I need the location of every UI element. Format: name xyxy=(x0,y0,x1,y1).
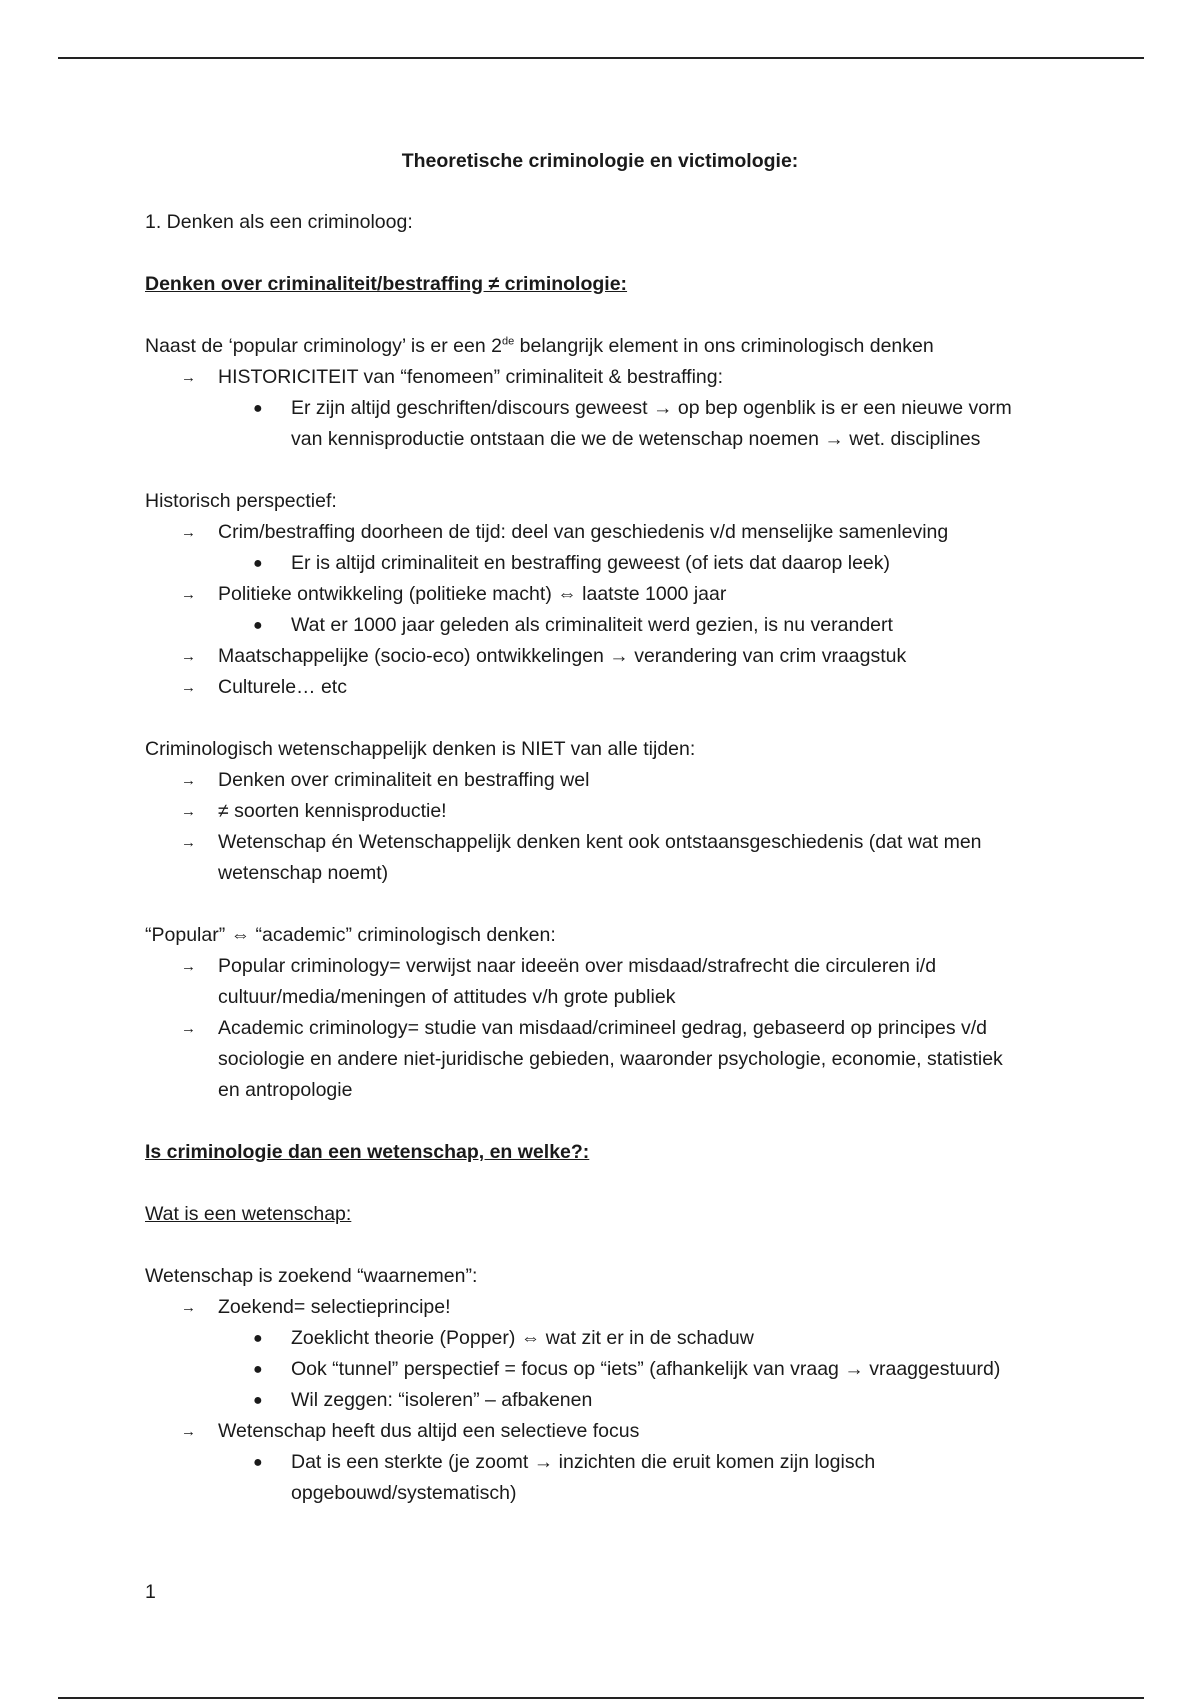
arrow-icon: → xyxy=(181,772,196,789)
document-title: Theoretische criminologie en victimologie: xyxy=(401,150,799,172)
bullet-icon: ● xyxy=(253,1361,263,1378)
footer-rule xyxy=(58,1697,1144,1699)
arrow-item-continuation: sociologie en andere niet-juridische gebieden, waaronder psychologie, economie, statistiek xyxy=(218,1048,1003,1070)
paragraph-label: Criminologisch wetenschappelijk denken is NIET van alle tijden: xyxy=(145,738,696,760)
bullet-icon: ● xyxy=(253,400,263,417)
subsection-heading: Is criminologie dan een wetenschap, en welke?: xyxy=(145,1141,590,1163)
paragraph-label: “Popular” ⇔ “academic” criminologisch denken: xyxy=(145,924,556,946)
bullet-item-continuation: van kennisproductie ontstaan die we de wetenschap noemen → wet. disciplines xyxy=(291,428,981,450)
arrow-icon: → xyxy=(181,834,196,851)
arrow-item: → Politieke ontwikkeling (politieke macht) ⇔ laatste 1000 jaar xyxy=(145,579,1055,610)
arrow-item: → ≠ soorten kennisproductie! xyxy=(145,796,1055,827)
bullet-item: ● Ook “tunnel” perspectief = focus op “iets” (afhankelijk van vraag → vraaggestuurd) xyxy=(145,1354,1055,1385)
arrow-icon: → xyxy=(181,679,196,696)
arrow-icon: → xyxy=(181,958,196,975)
document-body xyxy=(145,138,1055,1509)
arrow-item: → Maatschappelijke (socio-eco) ontwikkelingen → verandering van crim vraagstuk xyxy=(145,641,1055,672)
arrow-item: → Academic criminology= studie van misdaad/crimineel gedrag, gebaseerd op principes v/d xyxy=(145,1013,1055,1044)
paragraph-intro: Naast de ‘popular criminology’ is er een 2de belangrijk element in ons criminologisch denken xyxy=(145,335,934,357)
subsection-subheading: Wat is een wetenschap: xyxy=(145,1203,352,1225)
arrow-item: → Crim/bestraffing doorheen de tijd: deel van geschiedenis v/d menselijke samenleving xyxy=(145,517,1055,548)
arrow-item-continuation: en antropologie xyxy=(218,1079,353,1101)
subsection-heading: Denken over criminaliteit/bestraffing ≠ criminologie: xyxy=(145,273,628,295)
arrow-item: → Wetenschap heeft dus altijd een selectieve focus xyxy=(145,1416,1055,1447)
bullet-icon: ● xyxy=(253,1330,263,1347)
arrow-item: → Zoekend= selectieprincipe! xyxy=(145,1292,1055,1323)
arrow-icon: → xyxy=(181,369,196,386)
paragraph-label: Historisch perspectief: xyxy=(145,490,337,512)
arrow-item: → HISTORICITEIT van “fenomeen” criminaliteit & bestraffing: xyxy=(145,362,1055,393)
bullet-item: ● Wat er 1000 jaar geleden als criminaliteit werd gezien, is nu verandert xyxy=(145,610,1055,641)
bullet-item: ● Zoeklicht theorie (Popper) ⇔ wat zit er in de schaduw xyxy=(145,1323,1055,1354)
bullet-icon: ● xyxy=(253,1392,263,1409)
bullet-icon: ● xyxy=(253,617,263,634)
arrow-icon: → xyxy=(181,586,196,603)
arrow-item-continuation: cultuur/media/meningen of attitudes v/h grote publiek xyxy=(218,986,676,1008)
bullet-item: ● Er zijn altijd geschriften/discours geweest → op bep ogenblik is er een nieuwe vorm xyxy=(145,393,1055,424)
bullet-icon: ● xyxy=(253,1454,263,1471)
section-heading: 1. Denken als een criminoloog: xyxy=(145,211,413,233)
arrow-icon: → xyxy=(181,1423,196,1440)
arrow-icon: → xyxy=(181,1020,196,1037)
bullet-icon: ● xyxy=(253,555,263,572)
arrow-item-continuation: wetenschap noemt) xyxy=(218,862,389,884)
arrow-item: → Denken over criminaliteit en bestraffing wel xyxy=(145,765,1055,796)
bullet-item: ● Wil zeggen: “isoleren” – afbakenen xyxy=(145,1385,1055,1416)
arrow-item: → Wetenschap én Wetenschappelijk denken kent ook ontstaansgeschiedenis (dat wat men xyxy=(145,827,1055,858)
bullet-item: ● Er is altijd criminaliteit en bestraffing geweest (of iets dat daarop leek) xyxy=(145,548,1055,579)
arrow-item: → Popular criminology= verwijst naar ideeën over misdaad/strafrecht die circuleren i/d xyxy=(145,951,1055,982)
bullet-item-continuation: opgebouwd/systematisch) xyxy=(291,1482,517,1504)
arrow-icon: → xyxy=(181,803,196,820)
arrow-item: → Culturele… etc xyxy=(145,672,1055,703)
bullet-item: ● Dat is een sterkte (je zoomt → inzichten die eruit komen zijn logisch xyxy=(145,1447,1055,1478)
header-rule xyxy=(58,57,1144,59)
paragraph-label: Wetenschap is zoekend “waarnemen”: xyxy=(145,1265,478,1287)
page-number: 1 xyxy=(145,1581,156,1603)
arrow-icon: → xyxy=(181,1299,196,1316)
arrow-icon: → xyxy=(181,648,196,665)
arrow-icon: → xyxy=(181,524,196,541)
